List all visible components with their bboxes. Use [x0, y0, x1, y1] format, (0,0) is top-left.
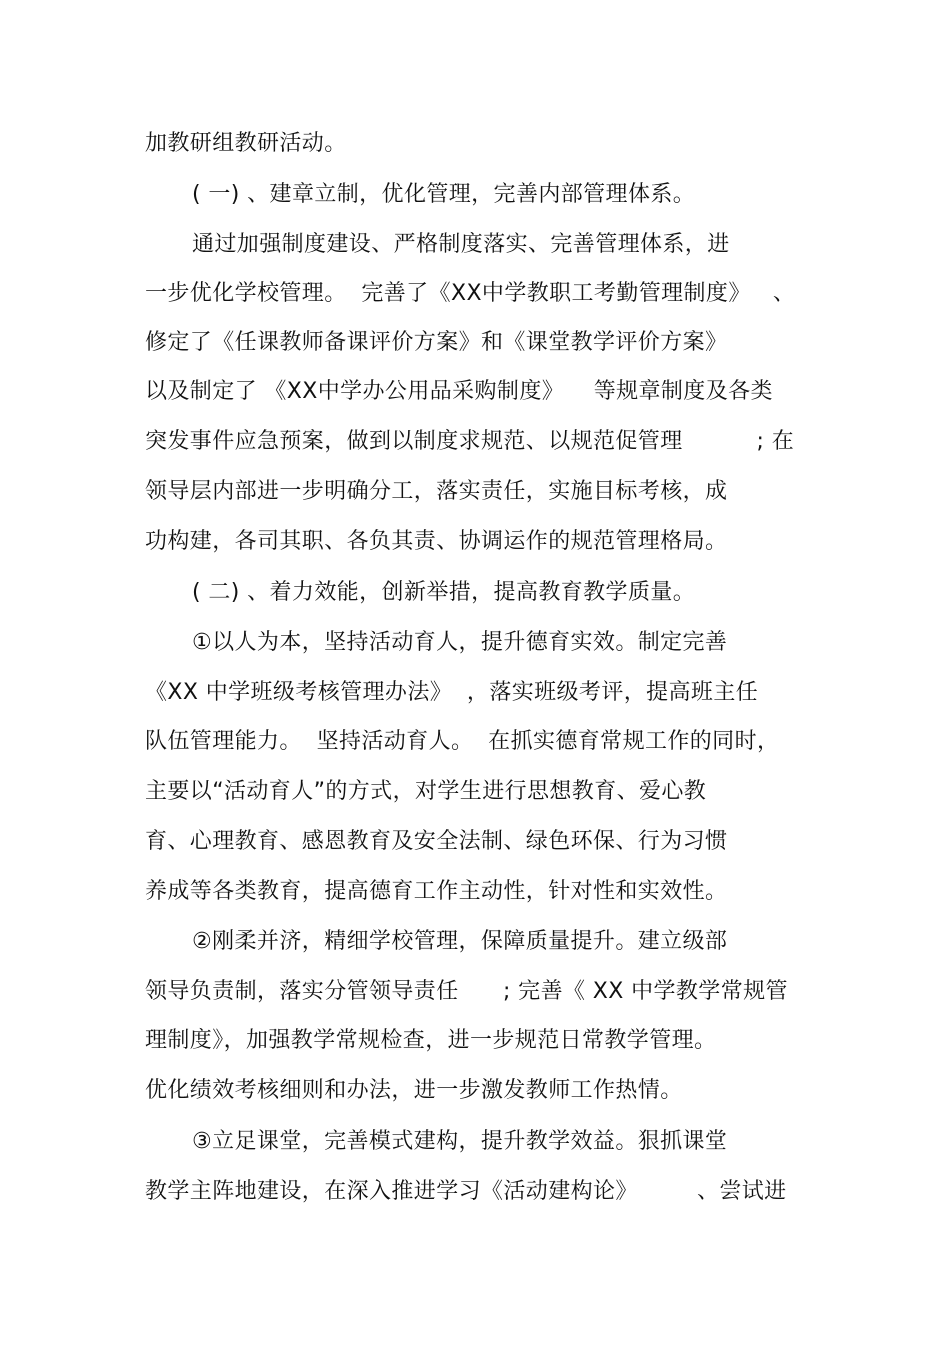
- text-line: 通过加强制度建设、严格制度落实、完善管理体系，进: [192, 232, 730, 257]
- text-line: 领导层内部进一步明确分工，落实责任，实施目标考核，成: [145, 479, 728, 504]
- text-line: 育、心理教育、感恩教育及安全法制、绿色环保、行为习惯: [145, 829, 728, 854]
- text-line: 队伍管理能力。 坚持活动育人。 在抓实德育常规工作的同时，: [145, 729, 780, 754]
- text-line: 优化绩效考核细则和办法，进一步激发教师工作热情。: [145, 1078, 683, 1103]
- text-line: 突发事件应急预案，做到以制度求规范、以规范促管理 ; 在: [145, 429, 795, 454]
- text-line: 加教研组教研活动。: [145, 131, 347, 156]
- text-line: ②刚柔并济，精细学校管理，保障质量提升。建立级部: [192, 929, 728, 954]
- text-line: 以及制定了 《XX中学办公用品采购制度》 等规章制度及各类: [145, 379, 773, 404]
- text-line: 一步优化学校管理。 完善了《XX中学教职工考勤管理制度》 、: [145, 281, 796, 306]
- text-line: 《XX 中学班级考核管理办法》 ，落实班级考评，提高班主任: [145, 680, 759, 705]
- text-line: 教学主阵地建设，在深入推进学习《活动建构论》 、尝试进: [145, 1179, 787, 1204]
- section-heading-1: ( 一) 、建章立制，优化管理，完善内部管理体系。: [192, 182, 696, 207]
- text-line: ①以人为本，坚持活动育人，提升德育实效。制定完善: [192, 630, 728, 655]
- text-line: 主要以“活动育人”的方式，对学生进行思想教育、爱心教: [145, 779, 707, 804]
- text-line: 领导负责制，落实分管领导责任 ; 完善《 XX 中学教学常规管: [145, 979, 788, 1004]
- text-line: 理制度》，加强教学常规检查，进一步规范日常教学管理。: [145, 1028, 717, 1053]
- text-line: ③立足课堂，完善模式建构，提升教学效益。狠抓课堂: [192, 1129, 728, 1154]
- text-line: 修定了《任课教师备课评价方案》和《课堂教学评价方案》: [145, 330, 728, 355]
- text-line: 功构建，各司其职、各负其责、协调运作的规范管理格局。: [145, 529, 728, 554]
- section-heading-2: ( 二) 、着力效能，创新举措，提高教育教学质量。: [192, 580, 696, 605]
- text-line: 养成等各类教育，提高德育工作主动性，针对性和实效性。: [145, 879, 728, 904]
